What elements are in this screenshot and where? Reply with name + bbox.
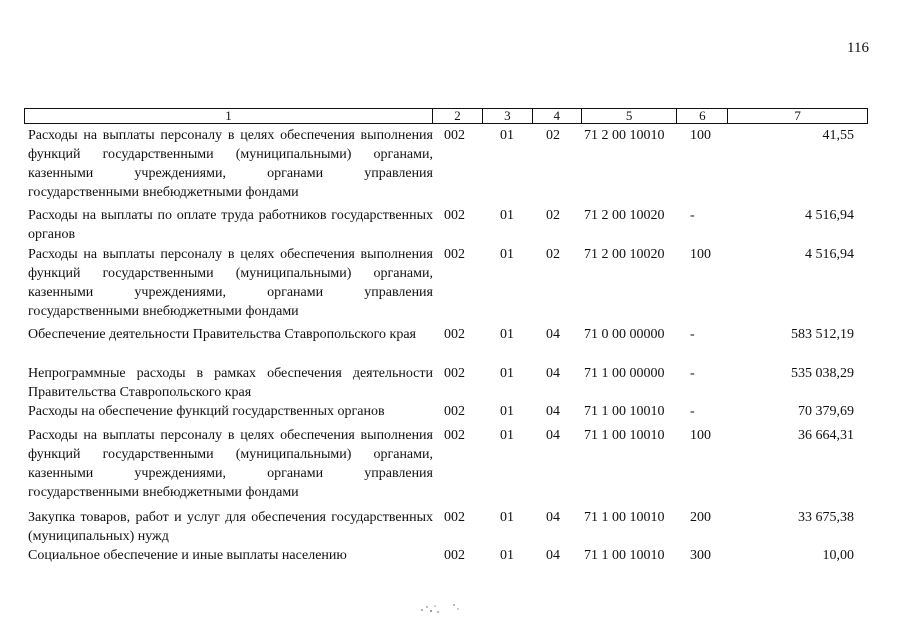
row-subsection: 04 bbox=[546, 510, 560, 525]
row-subsection: 02 bbox=[546, 208, 560, 223]
scan-specks bbox=[416, 600, 466, 616]
row-admin-code: 002 bbox=[444, 510, 465, 525]
table-header bbox=[24, 108, 868, 124]
header-cell-1: 1 bbox=[25, 109, 433, 123]
row-subsection: 04 bbox=[546, 404, 560, 419]
header-cell-6: 6 bbox=[677, 109, 728, 123]
row-target-article: 71 1 00 10010 bbox=[584, 428, 665, 443]
row-description: Расходы на выплаты по оплате труда работников государственных органов bbox=[28, 208, 433, 242]
row-section: 01 bbox=[500, 128, 514, 143]
row-section: 01 bbox=[500, 208, 514, 223]
row-subsection: 04 bbox=[546, 548, 560, 563]
row-subsection: 02 bbox=[546, 247, 560, 262]
header-cell-2: 2 bbox=[433, 109, 483, 123]
header-cell-3: 3 bbox=[483, 109, 533, 123]
row-amount: 36 664,31 bbox=[798, 428, 854, 443]
header-cell-5: 5 bbox=[582, 109, 678, 123]
row-subsection: 04 bbox=[546, 327, 560, 342]
row-target-article: 71 2 00 10020 bbox=[584, 247, 665, 262]
row-admin-code: 002 bbox=[444, 128, 465, 143]
row-description: Расходы на выплаты персоналу в целях обеспечения выполнения функций государственными (муниципальными) органами, казенными учреждениями, органами управления государственными внебюджетными фондами bbox=[28, 128, 433, 200]
row-description: Закупка товаров, работ и услуг для обеспечения государственных (муниципальных) нужд bbox=[28, 510, 433, 544]
row-description: Расходы на выплаты персоналу в целях обеспечения выполнения функций государственными (муниципальными) органами, казенными учреждениями, органами управления государственными внебюджетными фондами bbox=[28, 247, 433, 319]
row-expense-type: 300 bbox=[690, 548, 711, 563]
row-amount: 10,00 bbox=[822, 548, 854, 563]
row-target-article: 71 2 00 10010 bbox=[584, 128, 665, 143]
row-expense-type: - bbox=[690, 366, 695, 381]
row-section: 01 bbox=[500, 327, 514, 342]
row-subsection: 02 bbox=[546, 128, 560, 143]
row-admin-code: 002 bbox=[444, 548, 465, 563]
row-expense-type: - bbox=[690, 208, 695, 223]
header-cell-7: 7 bbox=[794, 108, 801, 123]
row-description: Социальное обеспечение и иные выплаты населению bbox=[28, 548, 347, 563]
row-amount: 583 512,19 bbox=[791, 327, 854, 342]
row-section: 01 bbox=[500, 548, 514, 563]
row-description: Обеспечение деятельности Правительства Ставропольского края bbox=[28, 327, 416, 342]
row-admin-code: 002 bbox=[444, 404, 465, 419]
row-target-article: 71 2 00 10020 bbox=[584, 208, 665, 223]
row-section: 01 bbox=[500, 428, 514, 443]
row-subsection: 04 bbox=[546, 428, 560, 443]
row-target-article: 71 0 00 00000 bbox=[584, 327, 665, 342]
row-description: Расходы на обеспечение функций государственных органов bbox=[28, 404, 385, 419]
row-expense-type: 100 bbox=[690, 128, 711, 143]
row-expense-type: 100 bbox=[690, 247, 711, 262]
row-admin-code: 002 bbox=[444, 247, 465, 262]
row-target-article: 71 1 00 00000 bbox=[584, 366, 665, 381]
budget-table bbox=[24, 108, 868, 563]
row-description: Расходы на выплаты персоналу в целях обеспечения выполнения функций государственными (муниципальными) органами, казенными учреждениями, органами управления государственными внебюджетными фондами bbox=[28, 428, 433, 500]
page-number: 116 bbox=[847, 40, 869, 56]
row-amount: 33 675,38 bbox=[798, 510, 854, 525]
row-expense-type: 100 bbox=[690, 428, 711, 443]
row-admin-code: 002 bbox=[444, 366, 465, 381]
row-expense-type: 200 bbox=[690, 510, 711, 525]
header-cell-4: 4 bbox=[533, 109, 582, 123]
row-amount: 41,55 bbox=[822, 128, 854, 143]
row-amount: 4 516,94 bbox=[805, 208, 854, 223]
row-amount: 70 379,69 bbox=[798, 404, 854, 419]
row-target-article: 71 1 00 10010 bbox=[584, 548, 665, 563]
row-expense-type: - bbox=[690, 327, 695, 342]
row-admin-code: 002 bbox=[444, 327, 465, 342]
row-section: 01 bbox=[500, 366, 514, 381]
row-amount: 535 038,29 bbox=[791, 366, 854, 381]
row-target-article: 71 1 00 10010 bbox=[584, 404, 665, 419]
row-admin-code: 002 bbox=[444, 208, 465, 223]
row-expense-type: - bbox=[690, 404, 695, 419]
row-amount: 4 516,94 bbox=[805, 247, 854, 262]
row-admin-code: 002 bbox=[444, 428, 465, 443]
row-subsection: 04 bbox=[546, 366, 560, 381]
row-section: 01 bbox=[500, 510, 514, 525]
row-target-article: 71 1 00 10010 bbox=[584, 510, 665, 525]
row-description: Непрограммные расходы в рамках обеспечения деятельности Правительства Ставропольского края bbox=[28, 366, 433, 400]
row-section: 01 bbox=[500, 404, 514, 419]
row-section: 01 bbox=[500, 247, 514, 262]
